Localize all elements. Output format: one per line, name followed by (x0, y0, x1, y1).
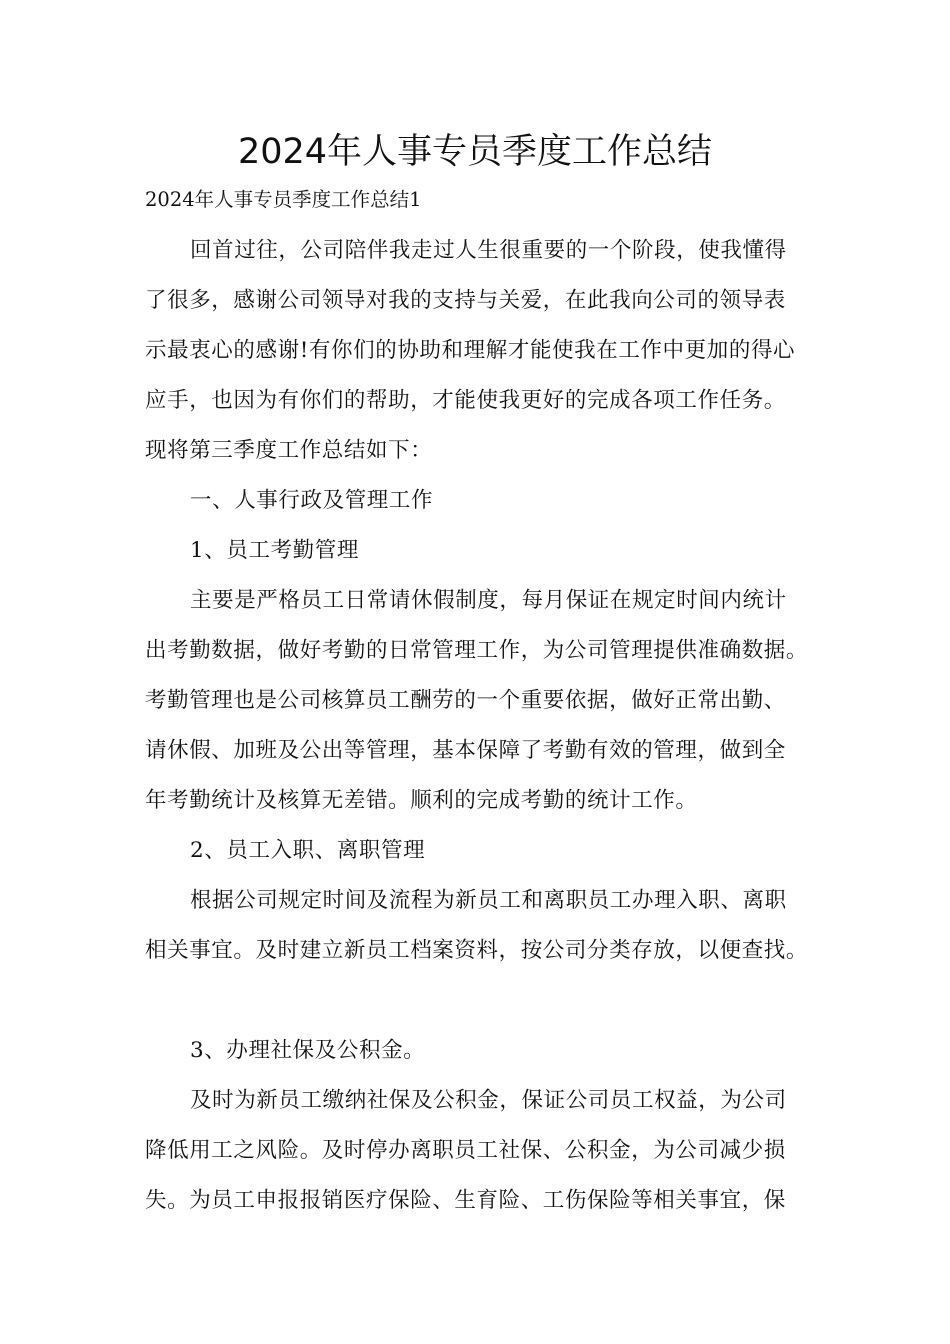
paragraph-line: 应手，也因为有你们的帮助，才能使我更好的完成各项工作任务。 (145, 388, 786, 413)
paragraph-line: 降低用工之风险。及时停办离职员工社保、公积金，为公司减少损 (145, 1138, 786, 1163)
section-heading: 一、人事行政及管理工作 (190, 488, 434, 513)
paragraph-line: 年考勤统计及核算无差错。顺利的完成考勤的统计工作。 (145, 788, 698, 813)
paragraph-line: 回首过往，公司陪伴我走过人生很重要的一个阶段，使我懂得 (190, 238, 787, 263)
subsection-heading: 2、员工入职、离职管理 (190, 838, 426, 863)
paragraph-line: 主要是严格员工日常请休假制度，每月保证在规定时间内统计 (190, 588, 787, 613)
subsection-heading: 3、办理社保及公积金。 (190, 1038, 426, 1063)
paragraph-line: 根据公司规定时间及流程为新员工和离职员工办理入职、离职 (190, 888, 787, 913)
paragraph-line: 相关事宜。及时建立新员工档案资料，按公司分类存放，以便查找。 (145, 938, 809, 963)
paragraph-line: 考勤管理也是公司核算员工酬劳的一个重要依据，做好正常出勤、 (145, 688, 786, 713)
paragraph-line: 现将第三季度工作总结如下： (145, 438, 433, 463)
paragraph-line: 请休假、加班及公出等管理，基本保障了考勤有效的管理，做到全 (145, 738, 786, 763)
paragraph-line: 示最衷心的感谢!有你们的协助和理解才能使我在工作中更加的得心 (145, 338, 796, 363)
paragraph-line: 及时为新员工缴纳社保及公积金，保证公司员工权益，为公司 (190, 1088, 787, 1113)
document-title: 2024年人事专员季度工作总结 (237, 132, 713, 172)
subsection-heading: 1、员工考勤管理 (190, 538, 359, 563)
paragraph-line: 出考勤数据，做好考勤的日常管理工作，为公司管理提供准确数据。 (145, 638, 809, 663)
paragraph-line: 了很多，感谢公司领导对我的支持与关爱，在此我向公司的领导表 (145, 288, 786, 313)
document-subtitle: 2024年人事专员季度工作总结1 (145, 188, 422, 211)
paragraph-line: 失。为员工申报报销医疗保险、生育险、工伤保险等相关事宜，保 (145, 1188, 786, 1213)
